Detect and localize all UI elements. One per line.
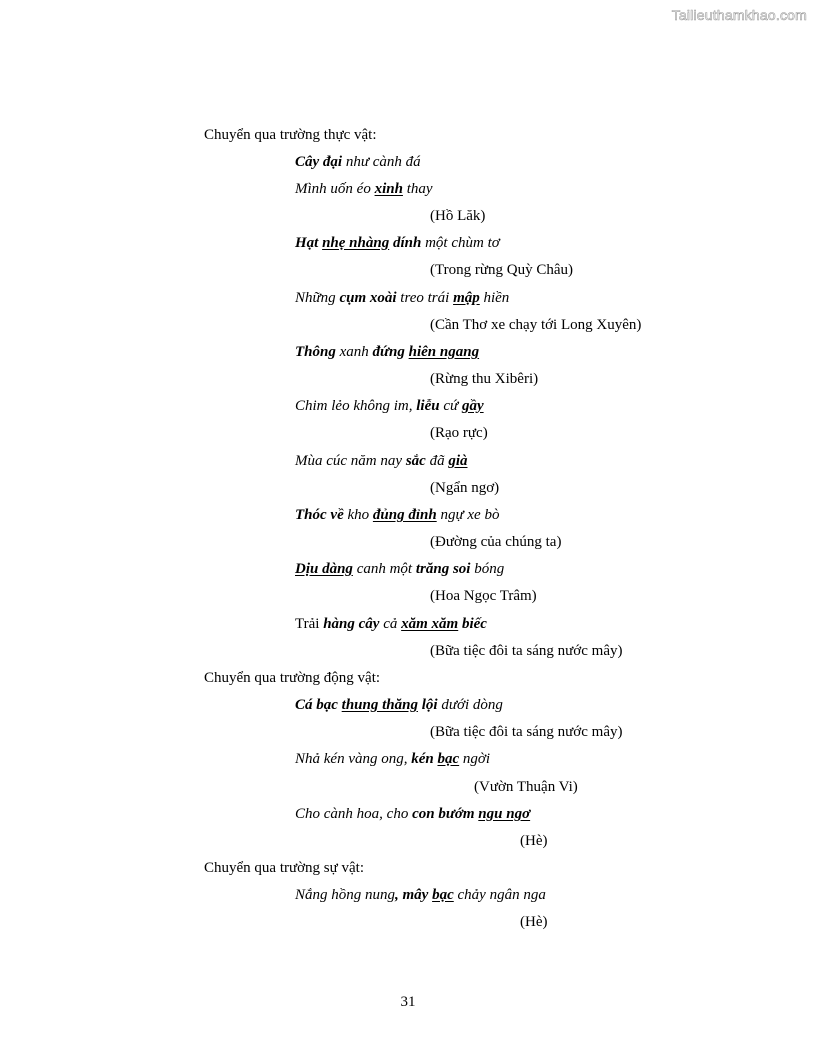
verse-line: Nắng hồng nung, mây bạc chảy ngân nga [295, 887, 546, 903]
source-citation: (Rạo rực) [430, 425, 488, 441]
verse-line: Thông xanh đứng hiên ngang [295, 344, 480, 360]
verse-line: Những cụm xoài treo trái mập hiền [295, 290, 510, 306]
verse-line: Dịu dàng canh một trăng soi bóng [295, 561, 505, 577]
verse-line: Cho cành hoa, cho con bướm ngu ngơ [295, 806, 531, 822]
heading-things: Chuyển qua trường sự vật: [204, 860, 365, 876]
verse-line: Cây đại như cành đá [295, 154, 421, 170]
verse-line: Chim lẻo không im, liễu cứ gầy [295, 398, 484, 414]
verse-line: Cá bạc thung thăng lội dưới dòng [295, 697, 503, 713]
watermark: Tailieuthamkhao.com [671, 7, 807, 23]
source-citation: (Đường của chúng ta) [430, 534, 562, 550]
verse-line: Nhả kén vàng ong, kén bạc ngời [295, 751, 491, 767]
source-citation: (Hồ Lăk) [430, 208, 486, 224]
source-citation: (Vườn Thuận Vi) [474, 779, 578, 795]
source-citation: (Hè) [520, 833, 548, 849]
heading-plants: Chuyển qua trường thực vật: [204, 127, 377, 143]
source-citation: (Hoa Ngọc Trâm) [430, 588, 537, 604]
heading-animals: Chuyển qua trường động vật: [204, 670, 381, 686]
source-citation: (Bữa tiệc đôi ta sáng nước mây) [430, 724, 623, 740]
verse-line: Hạt nhẹ nhàng dính một chùm tơ [295, 235, 500, 251]
verse-line: Thóc về kho đủng đỉnh ngự xe bò [295, 507, 500, 523]
source-citation: (Bữa tiệc đôi ta sáng nước mây) [430, 643, 623, 659]
source-citation: (Rừng thu Xibêri) [430, 371, 539, 387]
page-number: 31 [400, 994, 416, 1010]
verse-line: Mình uốn éo xinh thay [295, 181, 433, 197]
source-citation: (Ngẩn ngơ) [430, 480, 500, 496]
source-citation: (Trong rừng Quỳ Châu) [430, 262, 573, 278]
verse-line: Mùa cúc năm nay sắc đã già [295, 453, 468, 469]
verse-line: Trải hàng cây cả xăm xăm biếc [295, 616, 487, 632]
source-citation: (Cần Thơ xe chạy tới Long Xuyên) [430, 317, 642, 333]
source-citation: (Hè) [520, 914, 548, 930]
